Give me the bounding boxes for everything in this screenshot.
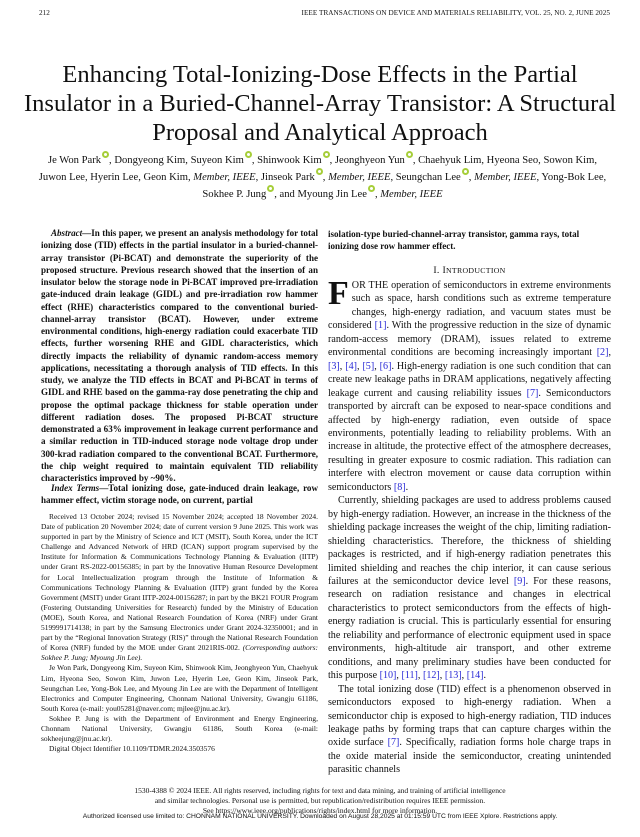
funding-text: Received 13 October 2024; revised 15 November 2024; accepted 18 November 2024. Date of publication 20 November 2024; date of current version 9 June 2025. This work was supported in part by the Ministry of Science and ICT (MSIT), South Korea, under the ICT Challenge and Advanced Network of HRD (ICAN) support program supervised by the Institute for Information & Communications Technology Planning & Evaluation (IITP) under Grant RS-2022-00156385; in part by the Innovative Human Resource Development for Local Intellectualization program through the Institute of Information & Communications Technology Planning & Evaluation (IITP) grant funded by the Korea Government (MSIT) under Grant IITP-2024-00156287; in part by the BK21 FOUR Program (Fostering Outstanding Universities for Research) funded by the Ministry of Education (MOE), South Korea, and National Research Foundation of Korea (NRF) under Grant 5199991714138; in part by the Samsung Electronics under Grant 2024-32350001; and in part by the “Regional Innovation Strategy (RIS)” through the National Research Foundation of Korea (NRF) funded by the MOE under Grant 2021RIS-002. <box>41 512 318 653</box>
abstract <box>41 227 318 484</box>
author-name: and Myoung Jin Lee <box>279 189 367 201</box>
page-number: 212 <box>39 9 50 17</box>
introduction-body <box>328 275 612 777</box>
citation-link[interactable]: [4] <box>345 360 357 372</box>
citation-link[interactable]: [10] <box>379 670 397 682</box>
author-name: Suyeon Kim <box>190 155 244 166</box>
index-terms-label: Index Terms <box>51 483 100 493</box>
orcid-icon[interactable] <box>267 185 274 192</box>
citation-link[interactable]: [9] <box>513 575 526 587</box>
citation-link[interactable]: [2] <box>596 347 609 359</box>
citation-link[interactable]: [3] <box>328 360 340 372</box>
copyright-line-1: 1530-4388 © 2024 IEEE. All rights reserved, including rights for text and data mining, and training of artificial intelligence <box>134 786 506 795</box>
orcid-icon[interactable] <box>323 151 330 158</box>
index-terms-continued: isolation-type buried-channel-array transistor, gamma rays, total ionizing dose row hammer effect. <box>328 229 580 252</box>
author-name: Hyeona Seo <box>486 155 539 166</box>
citation-link[interactable]: [6] <box>379 360 392 372</box>
member-ieee: Member, IEEE <box>380 189 443 201</box>
license-notice: Authorized licensed use limited to: CHONNAM NATIONAL UNIVERSITY. Downloaded on August 28,2025 at 01:15:59 UTC from IEEE Xplore. Restrictions apply. <box>82 813 558 820</box>
citation-link[interactable]: [13] <box>444 670 462 682</box>
orcid-icon[interactable] <box>462 168 469 175</box>
corresponding-authors: (Corresponding authors: Sokhee P. Jung; Myoung Jin Lee). <box>41 643 318 663</box>
section-title-rest: NTRODUCTION <box>446 266 506 275</box>
author-list: Je Won Park , Dongyeong Kim, Suyeon Kim , Shinwook Kim , Jeonghyeon Yun , Chaehyuk Lim, Hyeona Seo, Sowon Kim, Juwon Lee, Hyerin Lee, Geon Kim, Member, IEEE, Jinseok Park , Member, IEEE, Seungchan Lee , Member, IEEE, Yong-Bok Lee, Sokhee P. Jung , and Myoung Jin Lee , Member, IEEE <box>35 151 610 203</box>
section-number: I. <box>433 265 443 276</box>
footnote-received <box>41 512 318 663</box>
author-name: Sokhee P. Jung <box>202 189 267 201</box>
author-name: Juwon Lee <box>38 172 85 184</box>
copyright-line-3[interactable]: See https://www.ieee.org/publications/rights/index.html for more information. <box>202 806 438 815</box>
member-ieee: Member, IEEE <box>474 172 537 184</box>
orcid-icon[interactable] <box>102 151 109 158</box>
footnotes <box>41 512 318 754</box>
author-name: Sowon Kim <box>543 155 595 166</box>
author-name: Jinseok Park <box>260 172 315 184</box>
author-name: Hyerin Lee <box>90 172 139 184</box>
paper-title: Enhancing Total-Ionizing-Dose Effects in the Partial Insulator in a Buried-Channel-Array Transistor: A Structural Proposal and Analytical Approach <box>24 61 616 146</box>
citation-link[interactable]: [8] <box>393 481 406 493</box>
section-heading <box>328 265 611 276</box>
orcid-icon[interactable] <box>368 185 375 192</box>
author-name: Yong-Bok Lee <box>541 172 604 184</box>
orcid-icon[interactable] <box>316 168 323 175</box>
doi[interactable]: Digital Object Identifier 10.1109/TDMR.2024.3503576 <box>49 744 215 754</box>
author-name: Jeonghyeon Yun <box>334 155 405 166</box>
citation-link[interactable]: [5] <box>362 360 375 372</box>
orcid-icon[interactable] <box>245 151 252 158</box>
author-name: Shinwook Kim <box>257 155 322 166</box>
index-terms <box>41 482 318 507</box>
index-terms-text: —Total ionizing dose, gate-induced drain leakage, row hammer effect, victim storage node, on current, partial <box>41 483 318 506</box>
citation-link[interactable]: [12] <box>422 670 440 682</box>
journal-name: IEEE TRANSACTIONS ON DEVICE AND MATERIALS RELIABILITY, VOL. 25, NO. 2, JUNE 2025 <box>301 9 610 17</box>
author-name: Geon Kim <box>143 172 188 184</box>
author-name: Seungchan Lee <box>395 172 461 184</box>
author-name: Dongyeong Kim <box>114 155 186 166</box>
drop-cap: F <box>328 275 349 312</box>
citation-link[interactable]: [11] <box>401 670 418 682</box>
citation-link[interactable]: [14] <box>466 670 484 682</box>
citation-link[interactable]: [1] <box>374 320 387 332</box>
intro-paragraph-3: The total ionizing dose (TID) effect is a phenomenon observed in semiconductors exposed to high-energy radiation. When a semiconductor chip is exposed to high-energy radiation, TID induces leakage paths by forming traps that can capture charges within the oxide surface [7]. Specifically, radiation forms hole charge traps in the oxide material inside the semiconductor, creating unintended parasitic channels <box>328 683 611 776</box>
section-title-initial: I <box>442 265 446 276</box>
orcid-icon[interactable] <box>406 151 413 158</box>
copyright-line-2: and similar technologies. Personal use is permitted, but republication/redistribution requires IEEE permission. <box>154 796 486 805</box>
abstract-label: Abstract <box>51 228 83 238</box>
author-name: Chaehyuk Lim <box>418 155 482 166</box>
citation-link[interactable]: [7] <box>387 737 400 749</box>
intro-paragraph-1: FOR THE operation of semiconductors in extreme environments such as space, harsh conditions such as extreme temperature changes, high-energy radiation, and vacuum states must be considered [1]. With the progressive reduction in the size of dynamic random-access memory (DRAM), issues related to extreme environmental conditions are becoming increasingly important [2], [3], [4], [5], [6]. High-energy radiation is one such condition that can create new leakage paths in DRAM applications, negatively affecting leakage current and causing reliability issues [7]. Semiconductors transported by aircraft can be exposed to near-space conditions and affected by high-energy radiation, even outside of space environments, potentially leading to reliability problems. With an increase in altitude, the protective effect of the atmosphere decreases, resulting in greater exposure to cosmic radiation. This radiation can interfere with electron movement or cause data corruption within semiconductors [8]. <box>328 275 612 493</box>
intro-paragraph-2: Currently, shielding packages are used to address problems caused by high-energy radiation. However, an increase in the thickness of the shielding package increases the weight of the chip, limiting radiation-shielding characteristics. Therefore, the thickness of shielding packages is restricted, and if high-energy radiation penetrates this limited shielding and reaches the chip interior, it can cause serious failures at the semiconductor device level [9]. For these reasons, research on radiation resistance and changes in electrical characteristics to protect semiconductors from the effects of high-energy radiation is crucial. This is particularly essential for ensuring the reliability and performance of electronic equipment used in space environments, high-altitude air transport, and other extreme conditions, and many preliminary studies have been conducted for this purpose [10], [11], [12], [13], [14]. <box>328 495 611 682</box>
member-ieee: Member, IEEE <box>193 172 256 184</box>
citation-link[interactable]: [7] <box>526 387 539 399</box>
author-name: Je Won Park <box>47 155 102 166</box>
footnote-affiliation-1: Je Won Park, Dongyeong Kim, Suyeon Kim, Shinwook Kim, Jeonghyeon Yun, Chaehyuk Lim, Hyeona Seo, Sowon Kim, Juwon Lee, Hyerin Lee, Geon Kim, Jinseok Park, Seungchan Lee, Yong-Bok Lee, and Myoung Jin Lee are with the Department of Intelligent Electronics and Computer Engineering, Chonnam National University, Gwangju 61186, South Korea (e-mail: you05281@naver.com; mjlee@jnu.ac.kr). <box>41 663 318 713</box>
footnote-affiliation-2: Sokhee P. Jung is with the Department of Environment and Energy Engineering, Chonnam National University, Gwangju 61186, South Korea (e-mail: sokheejung@jnu.ac.kr). <box>41 713 318 744</box>
member-ieee: Member, IEEE <box>328 172 391 184</box>
copyright-notice <box>40 786 600 816</box>
abstract-text: —In this paper, we present an analysis methodology for total ionizing dose (TID) effects in the partial insulator in a buried-channel-array transistor (Pi-BCAT) and demonstrate the superiority of the proposed structure. Previous research showed that the insertion of an insulator below the storage node in Pi-BCAT improved pre-irradiation gate-induced drain leakage (GIDL) and pre-irradiation row hammer effect (RHE) characteristics compared to the conventional buried-channel-array transistor (BCAT). However, under extreme environmental conditions, high-energy radiation could exacerbate TID effects, further worsening RHE and GIDL characteristics, which directly impacts the reliability of dynamic random-access memory applications, necessitating a thorough analysis of TID effects. In this study, we analyze the TID effects in BCAT and Pi-BCAT in terms of GIDL and RHE based on the gamma-ray dose penetrating the chip and propose the optimal package thickness for stable operation under different radiation doses. The proposed Pi-BCAT structure demonstrated a 63% improvement in leakage current performance and a similar reduction in TID-induced storage node voltage drop under 300-krad radiation compared to the conventional BCAT. Furthermore, the chip weight required to maintain equivalent TID reliability characteristics improved by ~90%. <box>41 228 318 483</box>
